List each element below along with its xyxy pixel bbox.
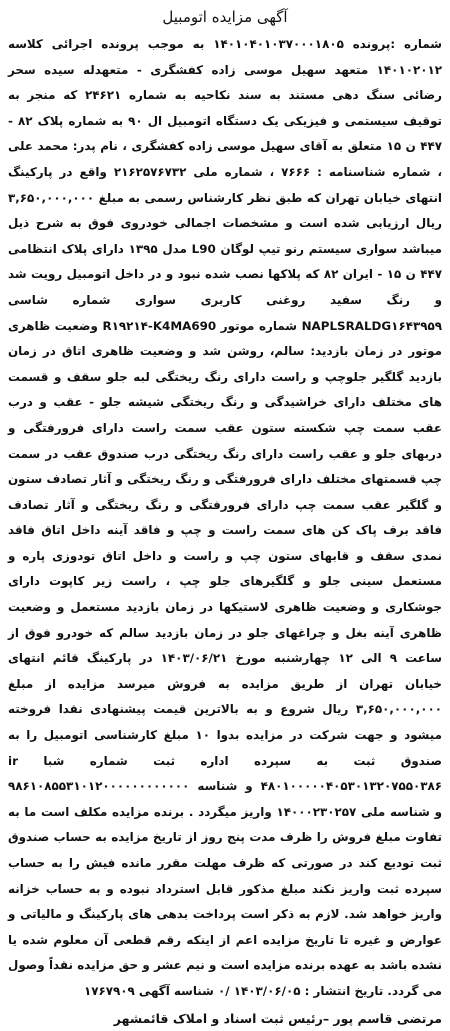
- notice-signature: مرتضی قاسم پور –رئیس ثبت اسناد و املاک قائمشهر: [113, 1010, 442, 1026]
- notice-title: آگهی مزایده اتومبیل: [162, 8, 288, 26]
- notice-body: شماره :پرونده ۱۴۰۱۰۴۰۱۰۳۷۰۰۰۱۸۰۵ به موجب پرونده اجرائی کلاسه ۱۴۰۱۰۲۰۱۲ متعهد سهیل موسی زاده کفشگری - متعهدله سیده سحر رضائی سنگ دهی مستند به سند نکاحیه به شماره ۲۴۶۲۱ که منجر به توقیف سیستمی و فیزیکی یک دستگاه اتومبیل ال ۹۰ به شماره پلاک ۸۲ - ۴۴۷ ن ۱۵ متعلق به آقای سهیل موسی زاده کفشگری ، نام پدر: محمد علی ، شماره شناسنامه : ۷۶۶۶ ، شماره ملی ۲۱۶۲۵۷۶۷۳۲ واقع در پارکینگ انتهای خیابان تهران که طبق نظر کارشناس رسمی به مبلغ ۳,۶۵۰,۰۰۰,۰۰۰ ریال ارزیابی شده است و مشخصات اجمالی خودروی فوق به شرح ذیل میباشد سواری سیستم رنو تیپ لوگان L90 مدل ۱۳۹۵ دارای پلاک انتظامی ۴۴۷ ن ۱۵ - ایران ۸۲ که پلاکها نصب شده نبود و در داخل اتومبیل رویت شد و رنگ سفید روغنی کاربری سواری شماره شاسی NAPLSRALDG۱۶۴۳۹۵۹ شماره موتور R۱۹۲۱۴-K4MA690 وضعیت ظاهری موتور در زمان بازدید: سالم، روشن شد و وضعیت ظاهری اتاق در زمان بازدید گلگیر جلوچپ و راست دارای رنگ ریختگی لبه جلو سقف و قسمت های مختلف دارای خراشیدگی و رنگ ریختگی شیشه جلو - عقب و درب عقب سمت چپ شکسته ستون عقب سمت راست دارای فرورفتگی و دربهای جلو و عقب راست دارای رنگ ریختگی درب صندوق عقب در سمت چپ قسمتهای مختلف دارای فرورفتگی و رنگ ریختگی و آثار تصادف ستون و گلگیر عقب سمت چپ دارای فرورفتگی و رنگ ریختگی و آثار تصادف فاقد برف پاک کن های سمت راست و چپ و فاقد آینه داخل اتاق فاقد نمدی سقف و قابهای ستون چپ و راست و داخل اتاق تودوزی پاره و مستعمل سینی جلو و گلگیرهای جلو چپ ، راست زیر کاپوت دارای جوشکاری و وضعیت ظاهری لاستیکها در زمان بازدید مستعمل و وضعیت ظاهری آینه بغل و چراغهای جلو در زمان بازدید سالم که خودرو فوق از ساعت ۹ الی ۱۲ چهارشنبه مورخ ۱۴۰۳/۰۶/۲۱ در پارکینگ قائم انتهای خیابان تهران از طریق مزایده به فروش میرسد مزایده از مبلغ ۳,۶۵۰,۰۰۰,۰۰۰ ریال شروع و به بالاترین قیمت پیشنهادی نقدا فروخته میشود و جهت شرکت در مزایده بدوا ۱۰ مبلغ کارشناسی اتومبیل را به صندوق ثبت به سپرده اداره ثبت شماره شبا ir ۴۸۰۱۰۰۰۰۰۴۰۵۳۰۱۳۲۰۷۵۵۰۳۸۶ و شناسه ۹۸۶۱۰۸۵۵۳۱۰۱۲۰۰۰۰۰۰۰۰۰۰۰۰ و شناسه ملی ۱۴۰۰۰۲۳۰۲۵۷ واریز میگردد . برنده مزایده مکلف است ما به تفاوت مبلغ فروش را ظرف مدت پنج روز از تاریخ مزایده به حساب صندوق ثبت تودیع کند در صورتی که ظرف مهلت مقرر مانده فیش را به حساب سپرده ثبت واریز نکند مبلغ مذکور قابل استرداد نبوده و به حساب خزانه واریز خواهد شد. لازم به ذکر است پرداخت بدهی های پارکینگ و مالیاتی و عوارض و غیره تا تاریخ مزایده اعم از اینکه رقم قطعی آن معلوم شده یا نشده باشد به عهده برنده مزایده است و نیم عشر و حق مزایده نقداً وصول می گردد. تاریخ انتشار : ۱۴۰۳/۰۶/۰۵ /۰ شناسه آگهی ۱۷۶۷۹۰۹: [8, 37, 443, 998]
